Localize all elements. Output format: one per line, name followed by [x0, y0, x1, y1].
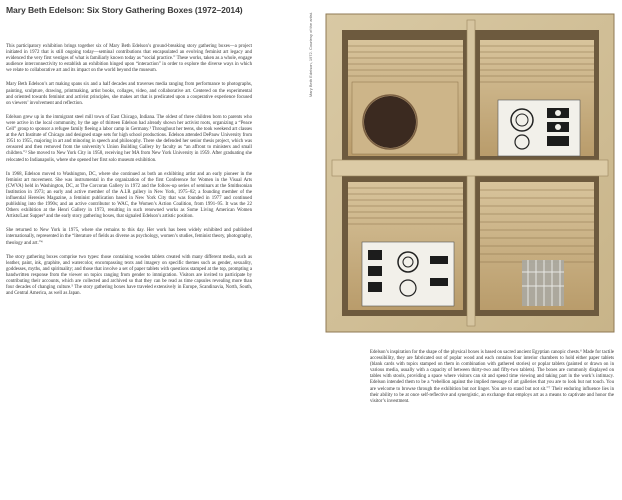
paragraph: Mary Beth Edelson’s art making spans six and a half decades and traverses media ranging from performance to photographs, painting, sculpture, drawing, printmaking, artist books, collages, video, and collaborative art. Centered on the experimental and oriented towards feminist and activist principles, she makes art that is predicated upon a cooperative experience focused on viewers’ involvement and reflection. [6, 82, 252, 106]
tablet-stack-top-left [348, 40, 463, 156]
paragraph: Edelson grew up in the immigrant steel mill town of East Chicago, Indiana. The oldest of three children born to parents who were active in the local community, by the age of thirteen Edelson had already shown her activist roots, organizing a “Peace Cell” group to sponsor a refugee family fleeing a labor camp in Germany.¹ Throughout her teens, she took weekend art classes at the Art Institute of Chicago and designed stage sets for high school productions. Edelson attended DePauw University from 1951 to 1955, majoring in art and minoring in speech and philosophy. There she defended her senior thesis project, which was censored and then removed from the university’s Union Building Gallery by faculty as “an affront to ministers and small children.”² She moved to New York City in 1958, receiving her MA from New York University in 1959. After graduating she relocated to Indianapolis, where she opened her first solo museum exhibition. [6, 114, 252, 163]
tablet-stack-bottom-left [348, 182, 463, 310]
story-gathering-box-photo [322, 10, 618, 336]
left-text-column [6, 44, 252, 305]
paragraph: The story gathering boxes comprise two types: those containing wooden tablets created with many different media, such as leather, paint, ink, graphite, and watercolor, encompassing texts and imagery on specific themes such as gender, sexuality, goddesses, myths, and spirituality; and those that involve a set of paper tablets with questions stamped at the top, prompting a handwritten response from the viewer on topics ranging from gender to immigration. Visitors are invited to participate by contributing their accounts, which are collected and archived so that they can be read as time capsules revealing more than four decades of changing culture.⁵ The story gathering boxes have traveled extensively in Europe, Scandinavia, North, South, and Central America, as well as Japan. [6, 254, 252, 297]
paragraph: This participatory exhibition brings together six of Mary Beth Edelson’s ground-breaking story gathering boxes—a project initiated in 1972 that is still ongoing today—seminal contributions that encapsulated an evolving feminist art legacy and evidenced the very first vestiges of what is familiarly known today as “social practice.” These works, taken as a whole, engage audience interconnectivity to establish an exhibition hinged upon “interaction” in order to explore the diverse ways in which we relate to collaborative art and its impact on the world beyond the museum. [6, 44, 252, 74]
paragraph: She returned to New York in 1975, where she remains to this day. Her work has been widely exhibited and published internationally, represented in the “literature of fields as diverse as psychology, women’s studies, feminist theory, photography, theology and art.”⁴ [6, 228, 252, 246]
tablet-stack-top-right [480, 40, 594, 156]
paragraph: Edelson’s inspiration for the shape of the physical boxes is based on sacred ancient Egyptian canopic chests.⁶ Made for tactile accessibility, they are fabricated out of poplar wood and each contains four interior chambers to hold either paper tablets (blank cards with topics stamped on them in combination with gathered stories) or poplar tablets (painted or drawn on in various media, usually with a capacity of between thirty-two and fifty-two tablets). The boxes are commonly displayed on tables with stools, providing a space where visitors can sit and spend time viewing and taking part in the work’s intimacy. Edelson intended them to be a “rebellion against the implied message of art galleries that you are to look but not touch. You are welcome to browse through the exhibition but not linger. You are to stand but not sit.”⁷ Their enduring influence lies in their ability to be at once self-reflective and synergistic, an exchange that employs art as a means to captivate and honor the visitor’s investment. [370, 350, 614, 404]
page-title: Mary Beth Edelson: Six Story Gathering Boxes (1972–2014) [6, 5, 243, 15]
photo-caption: Mary Beth Edelson, 1972. Courtesy of the artist. [308, 12, 313, 98]
paragraph: In 1968, Edelson moved to Washington, DC, where she continued as both an exhibiting artist and an early pioneer in the feminist art movement. She was instrumental in the organization of the first Conference for Women in the Visual Arts (CWVA) held in Washington, DC, at The Corcoran Gallery in 1972 and the follow-up series of seminars at the Smithsonian Institution in 1973; an early and active member of the A.I.R gallery in New York, 1975–82; a founding member of the influential Heresies Magazine, a feminist publication based in New York City that was founded in 1977 and continued publishing into the 1990s; and an active contributor to WAC, the Women’s Action Coalition, from 1991–95. It was the 22 Others exhibition at the Henri Gallery in 1973, resulting in such renowned works as Some Living American Women Artists/Last Supper³ and the early story gathering boxes, that signaled Edelson’s artistic position. [6, 171, 252, 220]
tablet-stack-bottom-right [480, 182, 594, 310]
right-text-column [370, 350, 614, 405]
